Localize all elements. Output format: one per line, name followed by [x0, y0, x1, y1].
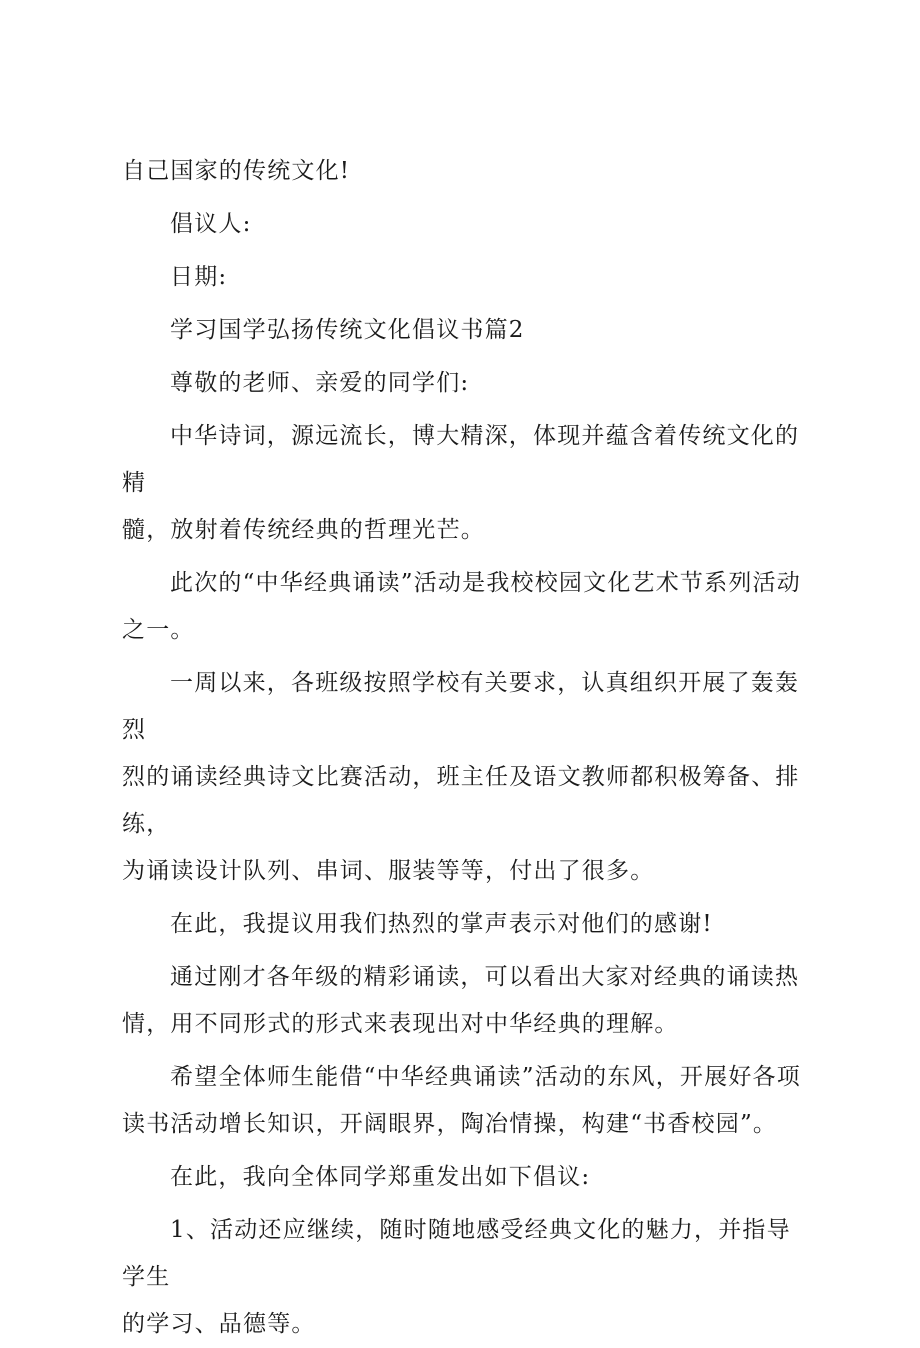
- document-body: [122, 148, 812, 1348]
- date-line: 日期:: [170, 264, 228, 290]
- salutation: 尊敬的老师、亲爱的同学们:: [170, 370, 470, 396]
- section-heading: 学习国学弘扬传统文化倡议书篇2: [170, 317, 525, 343]
- paragraph-hope: 希望全体师生能借“中华经典诵读”活动的东风，开展好各项 读书活动增长知识，开阔眼界，陶冶情操，构建“书香校园”。: [122, 1064, 801, 1137]
- paragraph-recitation: 通过刚才各年级的精彩诵读，可以看出大家对经典的诵读热 情，用不同形式的形式来表现出对中华经典的理解。: [122, 964, 800, 1037]
- paragraph-applause: 在此，我提议用我们热烈的掌声表示对他们的感谢!: [170, 911, 713, 937]
- paragraph-continuation: 自己国家的传统文化!: [122, 158, 351, 184]
- paragraph-poetry: 中华诗词，源远流长，博大精深，体现并蕴含着传统文化的精 髓，放射着传统经典的哲理光芒。: [122, 423, 800, 543]
- paragraph-proposal-1: 1、活动还应继续，随时随地感受经典文化的魅力，并指导学生 的学习、品德等。: [122, 1217, 791, 1337]
- paragraph-week: 一周以来，各班级按照学校有关要求，认真组织开展了轰轰烈 烈的诵读经典诗文比赛活动，班主任及语文教师都积极筹备、排练， 为诵读设计队列、串词、服装等等，付出了很多。: [122, 670, 800, 884]
- proposer-line: 倡议人:: [170, 211, 252, 237]
- paragraph-activity: 此次的“中华经典诵读”活动是我校校园文化艺术节系列活动 之一。: [122, 570, 801, 643]
- paragraph-proposal-intro: 在此，我向全体同学郑重发出如下倡议:: [170, 1164, 591, 1190]
